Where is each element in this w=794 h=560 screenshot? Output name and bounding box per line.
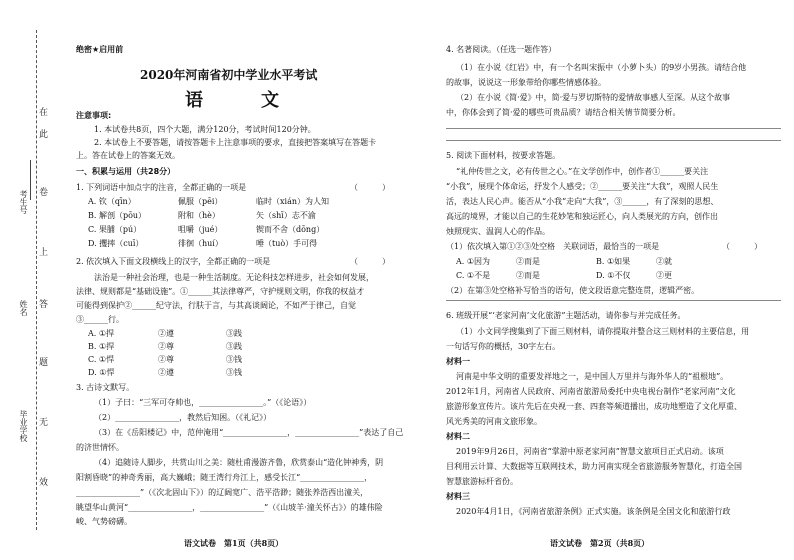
q2-option: D. ①悍 [88,368,115,377]
material-2-line: 智慧旅游标杆省份。 [446,477,518,486]
side-char: 题 [39,358,49,368]
q2-text-line: 法律、规则都是“基础设施”。①______其法律尊严，守护规则文明，你我的权益才 [76,287,365,296]
answer-line [446,140,781,141]
question-5: 5. 阅读下面材料，按要求答题。 [446,151,561,160]
page-footer: 语文试卷 第1页（共8页） [184,538,284,548]
q1-option: 佩服（pēi） [178,197,223,206]
side-char: 卷 [39,188,49,198]
q5-option: ②而是 [516,271,540,280]
q5-text-line: 活，表达人民心声。能否从“小我”走向“大我”，③______，有了深刻的思想、 [446,197,719,206]
q2-option: ②遵 [158,329,174,338]
material-1-line: 2012年1月，河南省人民政府、河南省旅游局委托中央电视台制作“老家河南”文化 [446,387,736,396]
side-char: 在 [39,108,49,118]
q1-option: 附和（hè） [178,211,220,220]
q2-text-line: 可能得到保护②______纪守法，行肤于言，与其高谈阔论，不如严于律己，自觉 [76,301,356,310]
exam-no-line [30,160,31,200]
q5-text-line: “礼仲传世之文，必有传世之心。”在文学创作中，创作者①______要关注 [456,167,709,176]
material-3-line: 2020年4月1日，《河南省旅游条例》正式实施。该条例是全国文化和旅游行政 [456,507,731,516]
q4-line: （1）在小说《红岩》中，有一个名叫宋振中（小萝卜头）的9岁小男孩。请结合他 [456,63,747,72]
material-2-line: 目利用云计算、大数据等互联网技术，助力河南实现全省旅游服务智慧化，打造全国 [446,462,742,471]
q6-sub1-line: （1）小文同学搜集到了下面三则材料，请你提取并整合这三则材料的主要信息，用 [456,327,750,336]
q1-option: B. 解剖（pōu） [88,211,147,220]
material-1-line: 旅游形象宣传片。该片先后在央视一套、四套等频道播出，成功地塑造了文化厚重、 [446,402,742,411]
material-3-heading: 材料三 [446,492,470,501]
side-char: 答 [39,300,49,310]
q5-sub1: （1）依次填入第①②③处空格 关联词语，最恰当的一项是 [446,242,660,251]
q2-option: ③钱 [226,355,242,364]
q1-option: 锲而不舍（dōng） [256,225,325,234]
q6-sub1-line: 一句话写你的概括，30字左右。 [446,342,561,351]
side-label-exam-no: 考生号 [19,190,28,214]
answer-line [446,300,781,301]
answer-line [446,128,781,129]
q2-option: ②遵 [158,368,174,377]
q1-option: A. 钦（qīn） [88,197,136,206]
q1-option: D. 攫摔（cuī） [88,239,144,248]
right-page [432,0,794,560]
q3-line: 阳割昏晓”的神奇秀丽，高大巍峨；随王湾行舟江上，感受长江“________________， [76,473,373,482]
notice-line: 2. 本试卷上不要答题，请按答题卡上注意事项的要求，直接把答案填写在答题卡 [94,138,377,147]
q1-option: 矢（shī）志不渝 [256,211,316,220]
q5-sub2: （2）在第③处空格补写恰当的语句，使文段语意完整连贯，逻辑严密。 [446,286,700,295]
q5-text-line: 高远的境界，才能以自己的生花妙笔和独运匠心，向人类展光的方向，创作出 [446,212,718,221]
material-2-line: 2019年9月26日，河南省“掌游中原老家河南”智慧文旅项目正式启动。该项 [456,447,724,456]
q1-option: C. 果脯（pú） [88,225,142,234]
q3-line: （4）追随诗人脚步，共赏山川之美：随杜甫漫游齐鲁，欣赏泰山“造化钟神秀，阴 [94,458,384,467]
q3-line: （3）在《岳阳楼记》中，范仲淹用“________________，________________”表达了自己 [94,428,404,437]
question-3: 3. 古诗文默写。 [76,383,135,392]
material-2-heading: 材料二 [446,432,470,441]
q3-line: （1）子曰：“三军可夺帅也，________________。”（《论语》） [94,398,312,407]
q2-text-line: ③______行。 [76,315,124,324]
question-2-paren: （ ） [350,257,390,266]
question-2: 2. 依次填入下面文段横线上的汉字，全都正确的一项是 [76,257,271,266]
q3-line: 眺望华山黄河“________________，________________”（《山坡羊·潼关怀古》）的雄伟险 [76,503,383,512]
q3-line: 的济世情怀。 [76,443,124,452]
q5-sub1-paren: （ ） [722,242,762,251]
q5-text-line: 烛照现实、温润人心的作品。 [446,227,550,236]
exam-title: 2020年河南省初中学业水平考试 [140,68,318,82]
q1-option: 咀嚼（jué） [178,225,223,234]
q5-option: D. ①不仅 [596,271,631,280]
q5-text-line: “小我”，展现个体命运，抒发个人感受；②______要关注“大我”，观照人民生 [446,182,719,191]
q5-option: ②更 [656,271,672,280]
question-6: 6. 班级开展“‘老家河南’文化旅游”主题活动，请你参与并完成任务。 [446,311,686,320]
side-label-name: 姓名 [19,300,28,316]
q2-option: ②尊 [158,342,174,351]
q2-option: A. ①捍 [88,329,115,338]
q3-line: （2）________________，教然后知困。（《礼记》） [94,413,272,422]
q4-line: 中，你体会到了简·爱的哪些可贵品质？请结合相关情节简要分析。 [446,108,681,117]
q2-text-line: 法治是一种社会治理，也是一种生活制度。无论科技怎样进步，社会如何发展， [94,273,374,282]
side-char: 上 [39,248,49,258]
notice-line: 上。答在试卷上的答案无效。 [76,151,180,160]
subject-title: 语 文 [185,90,299,111]
side-label-school: 毕业学校 [19,410,28,442]
q2-option: B. ①捍 [88,342,115,351]
q5-option: A. ①因为 [456,257,491,266]
side-char: 效 [39,478,49,488]
side-char: 无 [39,418,49,428]
q4-line: （2）在小说《简·爱》中，简·爱与罗切斯特的爱情故事感人至深。从这个故事 [456,93,731,102]
question-1: 1. 下列词语中加点字的注音，全都正确的一项是 [76,183,247,192]
question-4: 4. 名著阅读。（任选一题作答） [446,45,557,54]
section-heading: 一、积累与运用（共28分） [76,167,176,176]
q2-option: ②尊 [158,355,174,364]
q5-option: C. ①不是 [456,271,491,280]
page-footer: 语文试卷 第2页（共8页） [550,538,650,548]
q3-line: 峻、气势磅礴。 [76,517,132,526]
q1-option: 临时（xián）为人知 [256,197,329,206]
q5-option: ②就 [656,257,672,266]
q3-line: ________________”（《次北固山下》）的辽阔宽广、浩平浩渺；随张养浩西出潼关， [76,488,369,497]
secret-label: 绝密★启用前 [76,45,124,54]
side-char: 此 [39,130,49,140]
q5-option: B. ①如果 [596,257,631,266]
q1-option: 唾（tuò）手可得 [256,239,318,248]
q2-option: C. ①悍 [88,355,115,364]
q5-option: ②而是 [516,257,540,266]
q2-option: ③践 [226,342,242,351]
q1-option: 徘徊（huí） [178,239,223,248]
binding-dashed-line [36,30,37,530]
q2-option: ③践 [226,329,242,338]
material-1-line: 风光秀美的河南文旅形象。 [446,417,542,426]
question-1-paren: （ ） [350,183,390,192]
notice-heading: 注意事项: [76,111,112,120]
material-1-heading: 材料一 [446,357,470,366]
notice-line: 1. 本试卷共8页，四个大题，满分120分，考试时间120分钟。 [94,125,316,134]
q2-option: ③钱 [226,368,242,377]
q4-line: 的故事，说说这一形象带给你哪些情感体验。 [446,78,606,87]
material-1-line: 河南是中华文明的重要发祥地之一，是中国人万里并与海外华人的“祖根地”。 [456,372,729,381]
